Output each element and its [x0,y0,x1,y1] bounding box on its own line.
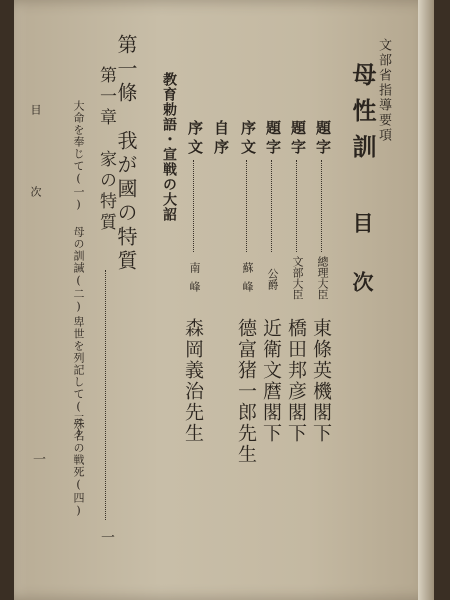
entry-role-3: 公爵 [266,268,279,290]
page-edge [418,0,434,600]
entry-role-1: 總理大臣 [316,256,329,300]
item-4: 殊名の戦死(四) [72,418,85,518]
entry-role-6: 南峰 [188,262,201,300]
leader-dots-4 [246,160,247,252]
chapter-heading: 第一條 我が國の特質 [114,34,138,274]
entry-role-2: 文部大臣 [291,256,304,300]
item-1: 大命を奉じて(一) [72,100,85,212]
section-page: 一 [99,530,115,544]
leader-dots-2 [296,160,297,252]
toc-heading: 目次 [350,212,374,330]
entry-name-3: 近衛文麿閣下 [260,318,282,444]
rescript-heading: 教育勅語・宣戦の大詔 [161,72,177,222]
section-leader-dots [105,270,106,520]
entry-role-4: 蘇峰 [241,262,254,300]
leader-dots-3 [271,160,272,252]
margin-mark-toc: 次 [29,186,42,197]
entry-label-3: 題字 [264,120,282,158]
book-page [14,0,434,600]
series-label: 文部省指導要項 [376,38,391,143]
entry-name-2: 橋田邦彦閣下 [285,318,307,444]
margin-mark-page: 目 [29,104,42,115]
entry-label-6: 序文 [186,120,204,158]
entry-name-6: 森岡義治先生 [182,318,204,444]
leader-dots-6 [193,160,194,252]
entry-label-1: 題字 [314,120,332,158]
section-heading: 第一章 家の特質 [96,66,116,234]
entry-label-5: 自序 [212,120,230,158]
item-3: 卑世を列記して(三) [72,316,85,440]
entry-name-4: 德富猪一郎先生 [235,318,257,465]
entry-label-2: 題字 [289,120,307,158]
entry-name-1: 東條英機閣下 [310,318,332,444]
item-2: 母の訓誡(二) [72,226,85,314]
item-page: 一 [30,452,45,465]
entry-label-4: 序文 [239,120,257,158]
book-title: 母性訓 [348,62,377,170]
leader-dots-1 [321,160,322,252]
